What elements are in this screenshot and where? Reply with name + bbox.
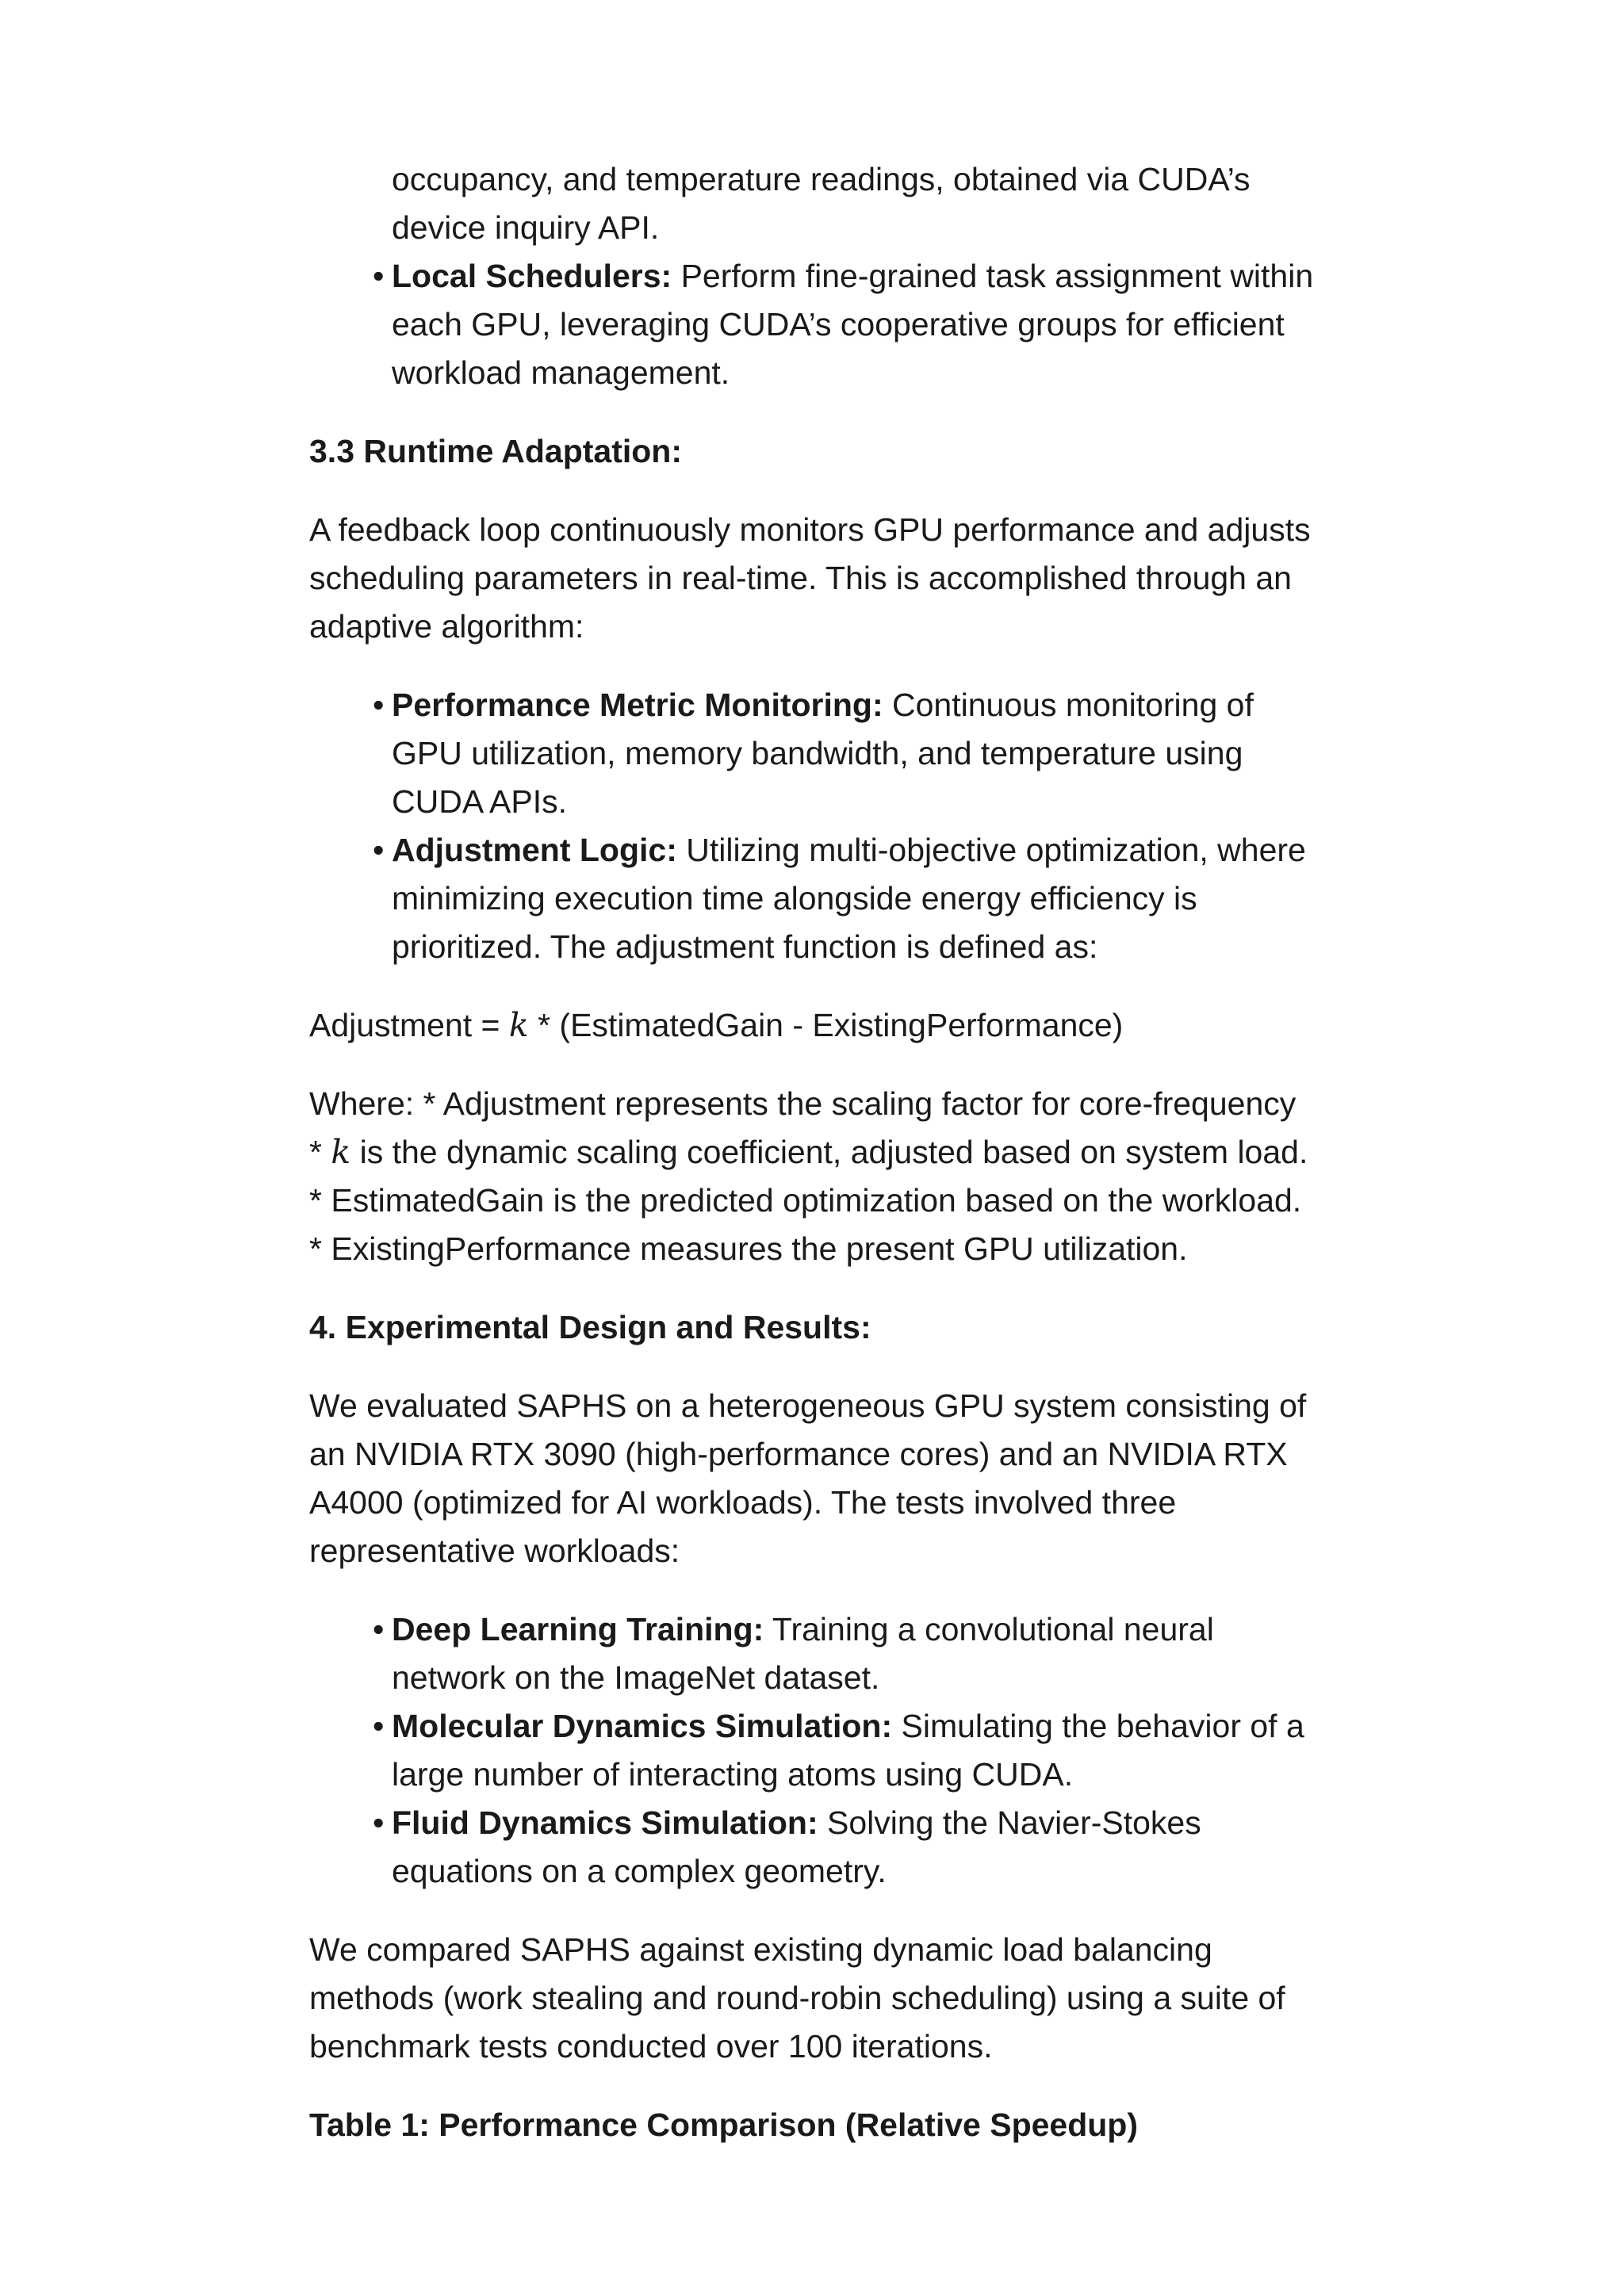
adaptation-list (309, 681, 1316, 971)
table-caption: Table 1: Performance Comparison (Relative Speedup) (309, 2107, 1138, 2143)
list-item-term: Molecular Dynamics Simulation: (392, 1708, 893, 1744)
list-item-term: Deep Learning Training: (392, 1611, 764, 1647)
scheduler-list (309, 252, 1316, 397)
list-item-term: Performance Metric Monitoring: (392, 687, 883, 723)
document-page (309, 155, 1316, 2149)
formula-variable-k: k (508, 1006, 529, 1044)
list-item (392, 681, 1316, 826)
list-item-term: Fluid Dynamics Simulation: (392, 1804, 818, 1841)
runtime-adaptation-paragraph: A feedback loop continuously monitors GPU performance and adjusts scheduling parameters in real-time. This is accomplished through an adaptive algorithm: (309, 511, 1311, 645)
list-item-text: Simulating the behavior of a large number of interacting atoms using CUDA. (392, 1708, 1304, 1793)
section-heading-4: 4. Experimental Design and Results: (309, 1309, 871, 1345)
list-item (392, 1605, 1316, 1702)
definition-variable-k: k (331, 1133, 351, 1171)
list-item (392, 1799, 1316, 1896)
formula-lhs: Adjustment = (309, 1007, 509, 1043)
list-item-text: Perform fine-grained task assignment within each GPU, leveraging CUDA’s cooperative groups for efficient workload management. (392, 258, 1314, 391)
list-item-term: Local Schedulers: (392, 258, 672, 294)
continued-list-item (309, 155, 1316, 252)
list-item (392, 252, 1316, 397)
list-item-text: Utilizing multi-objective optimization, where minimizing execution time alongside energy efficiency is prioritized. The adjustment function is defined as: (392, 832, 1306, 965)
formula-definitions-paragraph (309, 1080, 1316, 1273)
definitions-part-1: Where: * Adjustment represents the scaling factor for core-frequency * (309, 1085, 1297, 1170)
list-item-text: Continuous monitoring of GPU utilization, memory bandwidth, and temperature using CUDA APIs. (392, 687, 1254, 820)
continued-item-text: occupancy, and temperature readings, obtained via CUDA’s device inquiry API. (392, 161, 1251, 246)
list-item (392, 1702, 1316, 1799)
section-heading-3-3: 3.3 Runtime Adaptation: (309, 433, 682, 469)
comparison-paragraph: We compared SAPHS against existing dynamic load balancing methods (work stealing and round-robin scheduling) using a suite of benchmark tests conducted over 100 iterations. (309, 1931, 1285, 2064)
list-item-text: Training a convolutional neural network on the ImageNet dataset. (392, 1611, 1214, 1696)
definitions-part-2: is the dynamic scaling coefficient, adjusted based on system load. * EstimatedGain is the predicted optimization based on the workload. * ExistingPerformance measures the present GPU utilization. (309, 1134, 1308, 1267)
list-item-term: Adjustment Logic: (392, 832, 677, 868)
list-item-text: Solving the Navier-Stokes equations on a complex geometry. (392, 1804, 1201, 1889)
experimental-setup-paragraph: We evaluated SAPHS on a heterogeneous GPU system consisting of an NVIDIA RTX 3090 (high-performance cores) and an NVIDIA RTX A4000 (optimized for AI workloads). The tests involved three representative workloads: (309, 1387, 1307, 1569)
workload-list (309, 1605, 1316, 1896)
list-item (392, 826, 1316, 971)
adjustment-formula (309, 1001, 1316, 1050)
formula-rhs: * (EstimatedGain - ExistingPerformance) (528, 1007, 1124, 1043)
